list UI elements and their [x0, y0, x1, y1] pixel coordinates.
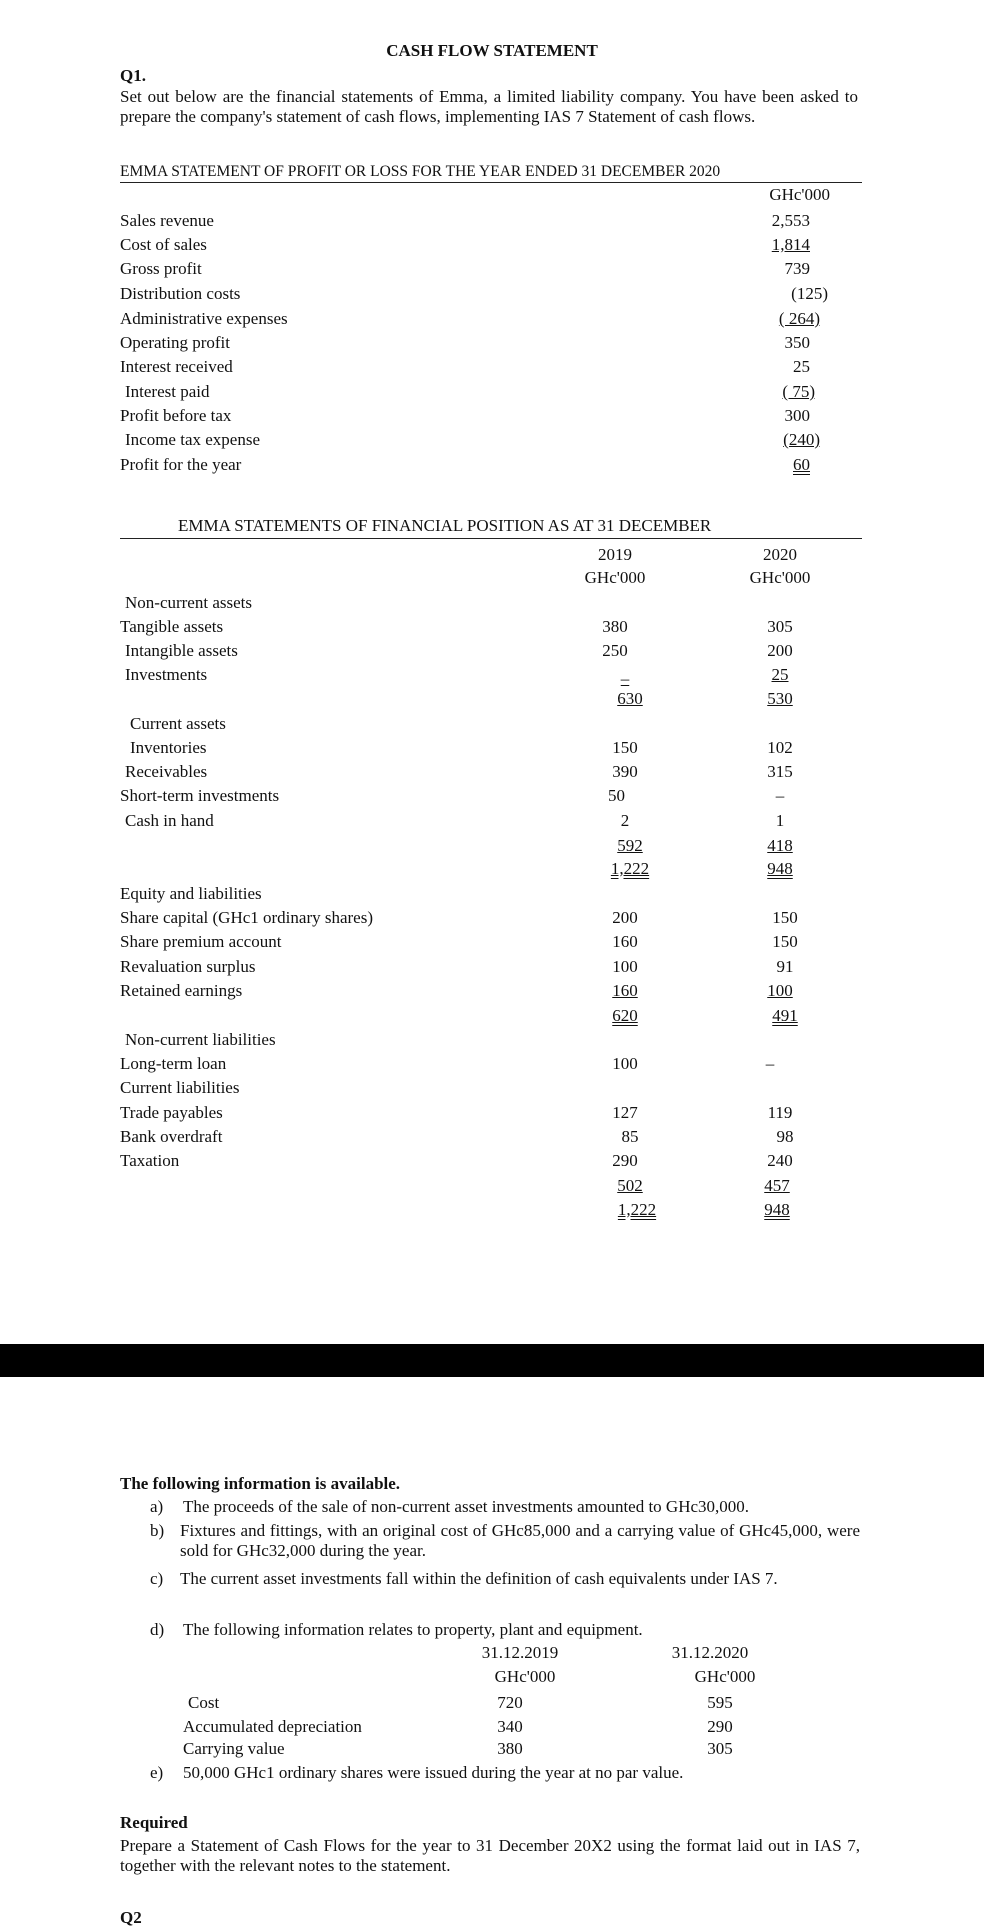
sofp-row-label: Inventories	[130, 738, 207, 757]
ppe-value-2019: 340	[497, 1717, 523, 1736]
sofp-row-label: Retained earnings	[120, 981, 243, 1000]
sofp-col2-year: 2020	[763, 545, 797, 564]
pl-row-label: Profit before tax	[120, 406, 232, 425]
info-item-text: The current asset investments fall within the definition of cash equivalents under IAS 7.	[180, 1569, 778, 1588]
pl-row-label: Income tax expense	[125, 430, 260, 449]
sofp-value-2019: 200	[612, 908, 638, 927]
info-item-letter: a)	[150, 1497, 164, 1516]
sofp-row-label: Receivables	[125, 762, 208, 781]
info-item-letter: c)	[150, 1569, 164, 1588]
question-intro: Set out below are the financial statements of Emma, a limited liability company. You have been asked to prepare the company's statement of cash flows, implementing IAS 7 Statement of cash flows.	[120, 87, 858, 126]
info-item-letter: e)	[150, 1763, 164, 1782]
page-title: CASH FLOW STATEMENT	[386, 41, 598, 60]
info-item-text: Fixtures and fittings, with an original cost of GHc85,000 and a carrying value of GHc45,000, were sold for GHc32,000 during the year.	[180, 1521, 860, 1560]
sofp-section-label: Non-current liabilities	[125, 1030, 276, 1049]
info-item-text: The following information relates to property, plant and equipment.	[183, 1620, 643, 1639]
sofp-value-2019: 290	[612, 1151, 638, 1170]
sofp-row-label: Cash in hand	[125, 811, 214, 830]
ppe-col1-unit: GHc'000	[494, 1667, 556, 1686]
sofp-row-label: Revaluation surplus	[120, 957, 256, 976]
sofp-row-label: Share capital (GHc1 ordinary shares)	[120, 908, 374, 927]
pl-row-value: (125)	[791, 284, 828, 303]
sofp-subtotal-2020: 530	[767, 689, 793, 708]
sofp-value-2019: –	[620, 669, 630, 688]
sofp-section-label: Equity and liabilities	[120, 884, 262, 903]
sofp-value-2020: 240	[767, 1151, 793, 1170]
pl-row-value: 350	[784, 333, 810, 352]
screenshot-separator	[0, 1344, 984, 1377]
sofp-section-label: Current liabilities	[120, 1078, 240, 1097]
ppe-value-2020: 595	[707, 1693, 733, 1712]
pl-row-value: ( 264)	[778, 309, 820, 328]
ppe-col1-date: 31.12.2019	[481, 1643, 559, 1662]
pl-unit: GHc'000	[769, 185, 830, 204]
pl-row-label: Gross profit	[120, 259, 202, 278]
info-item-text: 50,000 GHc1 ordinary shares were issued during the year at no par value.	[183, 1763, 684, 1782]
pl-row-value: 739	[784, 259, 810, 278]
sofp-subtotal-2019: 630	[617, 689, 643, 708]
info-item-letter: b)	[150, 1521, 165, 1540]
sofp-value-2020: –	[775, 786, 785, 805]
sofp-value-2020: 102	[767, 738, 793, 757]
sofp-value-2020: 119	[767, 1103, 793, 1122]
sofp-col2-unit: GHc'000	[749, 568, 811, 587]
sofp-value-2020: 98	[776, 1127, 794, 1146]
pl-row-value: 25	[793, 357, 810, 376]
pl-row-value: 60	[793, 455, 810, 474]
sofp-value-2019: 390	[612, 762, 638, 781]
pl-row-label: Profit for the year	[120, 455, 242, 474]
sofp-row-label: Share premium account	[120, 932, 282, 951]
ppe-row-label: Cost	[188, 1693, 220, 1712]
sofp-value-2019: 160	[612, 932, 638, 951]
sofp-value-2020: 200	[767, 641, 793, 660]
sofp-value-2020: 150	[772, 932, 798, 951]
sofp-total-liabilities-2020: 948	[764, 1200, 790, 1219]
pl-heading: EMMA STATEMENT OF PROFIT OR LOSS FOR THE YEAR ENDED 31 DECEMBER 2020	[120, 163, 721, 180]
pl-row-label: Cost of sales	[120, 235, 207, 254]
sofp-value-2019: 380	[602, 617, 628, 636]
ppe-col2-date: 31.12.2020	[671, 1643, 749, 1662]
sofp-total-assets-2019: 1,222	[610, 859, 650, 878]
sofp-value-2019: 100	[612, 957, 638, 976]
sofp-col1-unit: GHc'000	[584, 568, 646, 587]
pl-row-label: Operating profit	[120, 333, 230, 352]
sofp-value-2019: 250	[602, 641, 628, 660]
sofp-heading-rule	[120, 538, 862, 539]
sofp-row-label: Trade payables	[120, 1103, 223, 1122]
info-item-letter: d)	[150, 1620, 165, 1639]
pl-row-label: Interest received	[120, 357, 233, 376]
sofp-subtotal-2020: 418	[767, 836, 793, 855]
info-heading: The following information is available.	[120, 1474, 401, 1493]
sofp-row-label: Long-term loan	[120, 1054, 227, 1073]
ppe-col2-unit: GHc'000	[694, 1667, 756, 1686]
pl-row-value: (240)	[783, 430, 820, 449]
sofp-subtotal-2020: 457	[764, 1176, 790, 1195]
ppe-value-2020: 290	[707, 1717, 733, 1736]
sofp-row-label: Investments	[125, 665, 208, 684]
sofp-value-2020: 91	[776, 957, 794, 976]
sofp-row-label: Intangible assets	[125, 641, 238, 660]
sofp-value-2020: 100	[767, 981, 793, 1000]
sofp-total-liabilities-2019: 1,222	[617, 1200, 657, 1219]
sofp-value-2020: 25	[771, 665, 789, 684]
sofp-value-2019: 160	[612, 981, 638, 1000]
pl-row-label: Interest paid	[125, 382, 210, 401]
pl-row-label: Administrative expenses	[120, 309, 288, 328]
sofp-row-label: Bank overdraft	[120, 1127, 223, 1146]
pl-row-value: 300	[784, 406, 810, 425]
sofp-total-assets-2020: 948	[767, 859, 793, 878]
pl-row-value: ( 75)	[782, 382, 815, 401]
sofp-value-2019: 150	[612, 738, 638, 757]
sofp-value-2020: 1	[775, 811, 785, 830]
sofp-col1-year: 2019	[598, 545, 632, 564]
question-number: Q1.	[120, 66, 146, 85]
pl-row-value: 1,814	[771, 235, 810, 254]
sofp-value-2020: 150	[772, 908, 798, 927]
sofp-value-2019: 127	[612, 1103, 638, 1122]
sofp-value-2020: 315	[767, 762, 793, 781]
required-heading: Required	[120, 1813, 188, 1832]
pl-row-label: Distribution costs	[120, 284, 241, 303]
sofp-section-label: Non-current assets	[125, 593, 252, 612]
sofp-row-label: Taxation	[120, 1151, 180, 1170]
sofp-subtotal-2019: 620	[612, 1006, 638, 1025]
sofp-heading: EMMA STATEMENTS OF FINANCIAL POSITION AS AT 31 DECEMBER	[178, 516, 712, 535]
pl-heading-rule	[120, 182, 862, 183]
sofp-value-2019: 50	[608, 786, 625, 805]
ppe-value-2019: 380	[497, 1739, 523, 1758]
sofp-row-label: Short-term investments	[120, 786, 280, 805]
ppe-value-2020: 305	[707, 1739, 733, 1758]
sofp-value-2019: 2	[620, 811, 630, 830]
sofp-value-2019: 100	[612, 1054, 638, 1073]
ppe-row-label: Accumulated depreciation	[183, 1717, 362, 1736]
ppe-value-2019: 720	[497, 1693, 523, 1712]
pl-row-value: 2,553	[771, 211, 810, 230]
pl-row-label: Sales revenue	[120, 211, 214, 230]
sofp-value-2020: 305	[767, 617, 793, 636]
sofp-subtotal-2020: 491	[772, 1006, 798, 1025]
ppe-row-label: Carrying value	[183, 1739, 285, 1758]
next-question-fragment: Q2	[120, 1908, 142, 1927]
sofp-subtotal-2019: 502	[617, 1176, 643, 1195]
sofp-value-2020: –	[765, 1054, 775, 1073]
info-item-text: The proceeds of the sale of non-current asset investments amounted to GHc30,000.	[183, 1497, 750, 1516]
sofp-section-label: Current assets	[130, 714, 226, 733]
sofp-value-2019: 85	[621, 1127, 639, 1146]
sofp-subtotal-2019: 592	[617, 836, 643, 855]
sofp-row-label: Tangible assets	[120, 617, 224, 636]
required-text: Prepare a Statement of Cash Flows for the year to 31 December 20X2 using the format laid out in IAS 7, together with the relevant notes to the statement.	[120, 1836, 860, 1875]
